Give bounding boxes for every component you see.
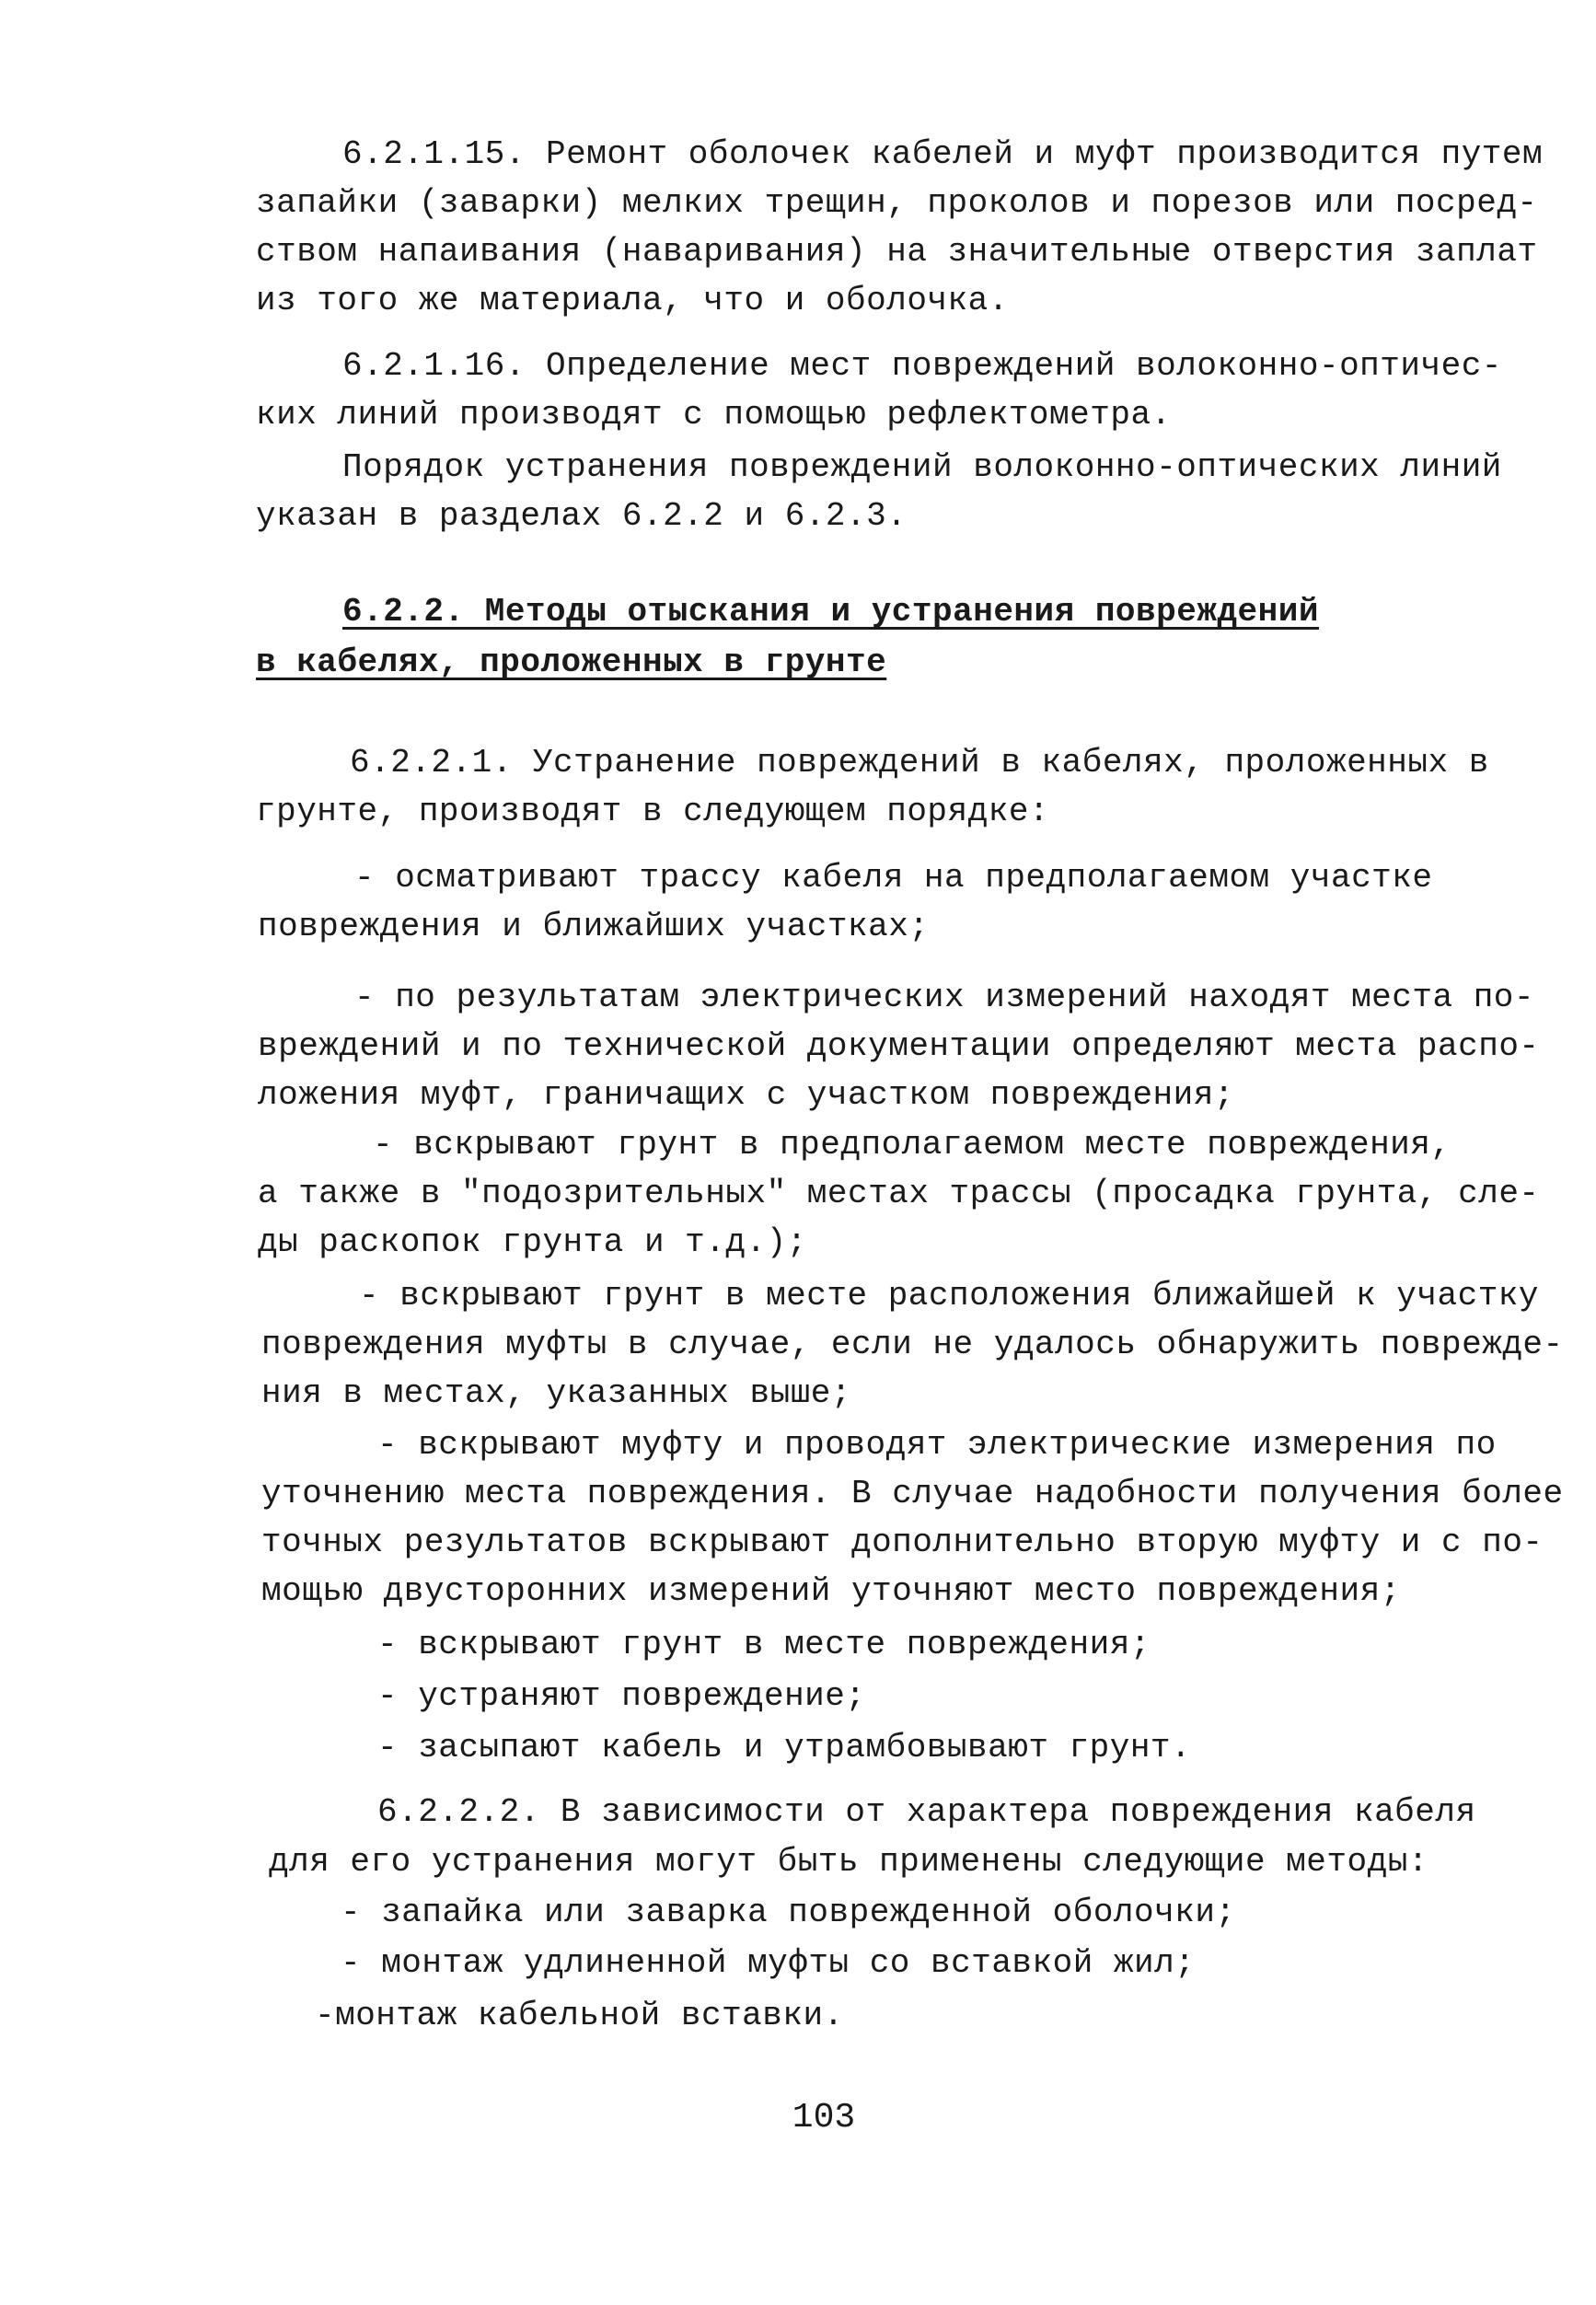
list-item-line: - вскрывают грунт в месте повреждения; — [377, 1626, 1151, 1663]
list-item-line: ложения муфт, граничащих с участком повреждения; — [258, 1076, 1234, 1114]
list-item-line: повреждения муфты в случае, если не удалось обнаружить поврежде- — [261, 1326, 1564, 1363]
paragraph-line: 6.2.1.15. Ремонт оболочек кабелей и муфт производится путем — [342, 135, 1544, 173]
paragraph-line: грунте, производят в следующем порядке: — [256, 793, 1050, 830]
list-item-line: - осматривают трассу кабеля на предполагаемом участке — [354, 859, 1433, 897]
list-item-line: вреждений и по технической документации определяют места распо- — [258, 1027, 1540, 1065]
list-item-line: -монтаж кабельной вставки. — [315, 1997, 844, 2034]
list-item-line: - вскрывают грунт в месте расположения ближайшей к участку — [359, 1277, 1540, 1315]
list-item-line: ния в местах, указанных выше; — [261, 1374, 852, 1412]
paragraph-line: из того же материала, что и оболочка. — [256, 282, 1009, 319]
list-item-line: ды раскопок грунта и т.д.); — [258, 1223, 807, 1261]
list-item-line: повреждения и ближайших участках; — [258, 908, 930, 945]
paragraph-line: запайки (заварки) мелких трещин, проколов и порезов или посред- — [256, 184, 1538, 222]
list-item-line: - устраняют повреждение; — [377, 1677, 866, 1715]
list-item-line: - по результатам электрических измерений находят места по- — [354, 979, 1535, 1016]
list-item-line: уточнению места повреждения. В случае надобности получения более — [261, 1475, 1564, 1512]
paragraph-line: 6.2.2.1. Устранение повреждений в кабелях, проложенных в — [350, 744, 1489, 782]
list-item-line: - засыпают кабель и утрамбовывают грунт. — [377, 1729, 1192, 1766]
paragraph-line: ством напаивания (наваривания) на значительные отверстия заплат — [256, 233, 1538, 271]
section-heading-line: 6.2.2. Методы отыскания и устранения повреждений — [342, 593, 1319, 631]
paragraph-line: указан в разделах 6.2.2 и 6.2.3. — [256, 497, 908, 535]
paragraph-line: ких линий производят с помощью рефлектометра. — [256, 396, 1172, 434]
paragraph-line: для его устранения могут быть применены следующие методы: — [269, 1843, 1428, 1881]
section-heading-line: в кабелях, проложенных в грунте — [256, 643, 887, 681]
paragraph-line: 6.2.1.16. Определение мест повреждений волоконно-оптичес- — [342, 347, 1502, 385]
paragraph-line: Порядок устранения повреждений волоконно-оптических линий — [342, 448, 1502, 486]
list-item-line: точных результатов вскрывают дополнительно вторую муфту и с по- — [261, 1523, 1544, 1561]
paragraph-line: 6.2.2.2. В зависимости от характера повреждения кабеля — [377, 1793, 1476, 1831]
list-item-line: - запайка или заварка поврежденной оболочки; — [341, 1894, 1236, 1931]
list-item-line: а также в "подозрительных" местах трассы (просадка грунта, сле- — [258, 1175, 1540, 1212]
page-number: 103 — [792, 2098, 856, 2137]
list-item-line: - вскрывают грунт в предполагаемом месте повреждения, — [373, 1126, 1451, 1164]
list-item-line: - вскрывают муфту и проводят электрические измерения по — [377, 1426, 1497, 1464]
list-item-line: мощью двусторонних измерений уточняют место повреждения; — [261, 1572, 1401, 1610]
list-item-line: - монтаж удлиненной муфты со вставкой жил; — [341, 1944, 1196, 1982]
